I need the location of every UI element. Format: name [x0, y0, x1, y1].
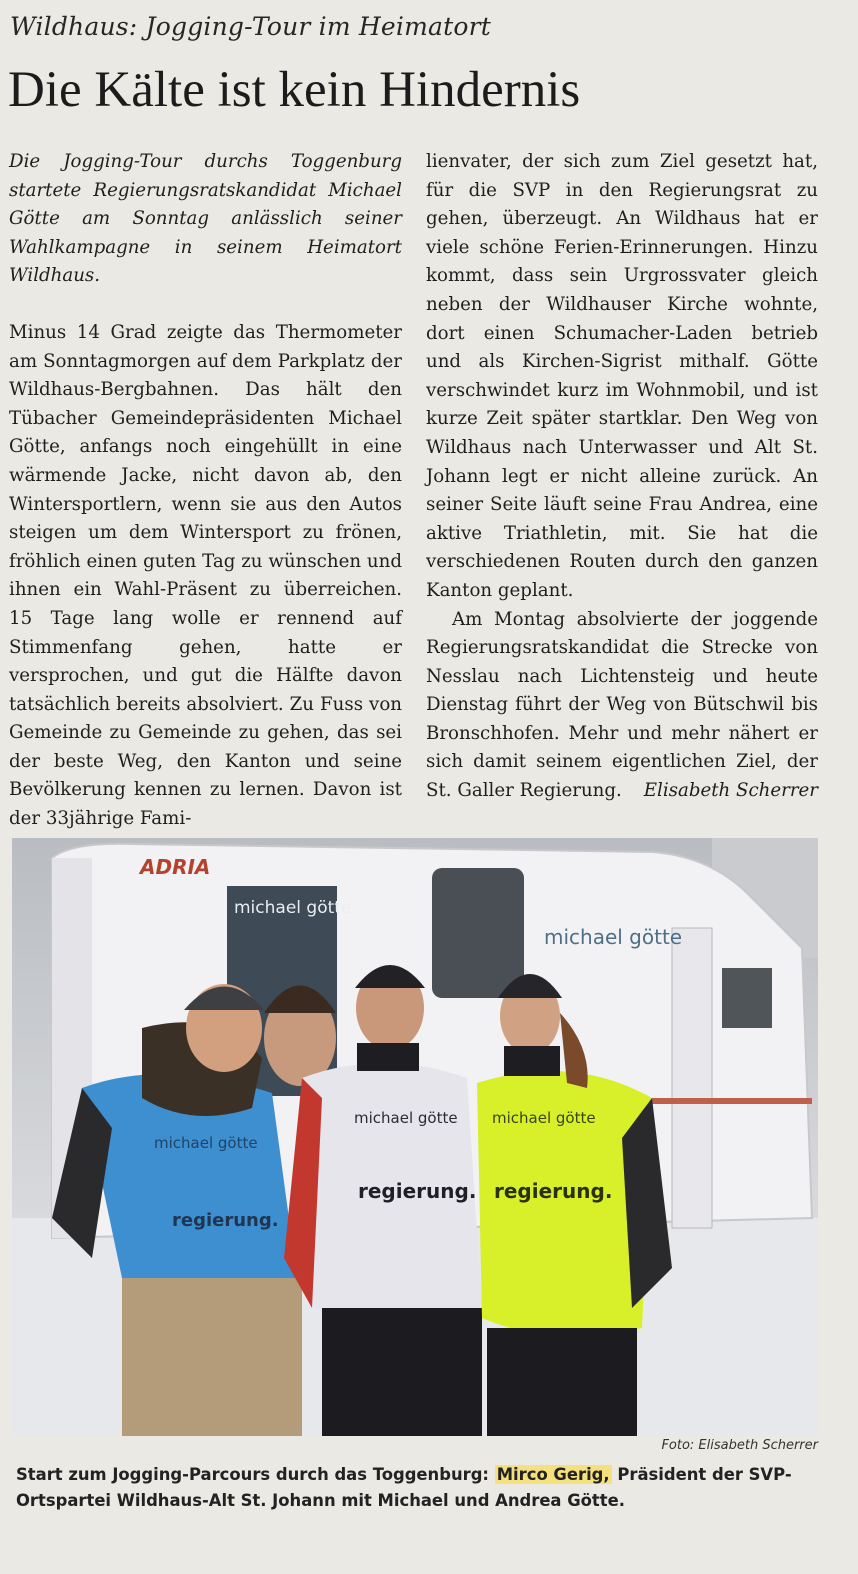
- photo-illustration: [12, 838, 818, 1436]
- shirt-name-blue: michael götte: [154, 1134, 258, 1152]
- shirt-slogan-blue: regierung.: [172, 1210, 279, 1231]
- photo-credit: Foto: Elisabeth Scherrer: [661, 1438, 818, 1453]
- article-body-right-2: Am Montag absolvierte der joggende Regierungsratskandidat die Strecke von Nesslau nach Lichtensteig und heute Dienstag führt der Weg von Bütschwil bis Bronschhofen. Mehr und mehr nähert er sich damit seinem eigentlichen Ziel, der St. Galler Regierung.: [426, 608, 818, 802]
- article-headline: Die Kälte ist kein Hindernis: [8, 62, 581, 118]
- article-body-left: Minus 14 Grad zeigte das Thermometer am Sonntagmorgen auf dem Parkplatz der Wildhaus-Bergbahnen. Das hält den Tübacher Gemeindepräsidenten Michael Götte, anfangs noch eingehüllt in eine wärmende Jacke, nicht davon ab, den Wintersportlern, wenn sie aus den Autos steigen um dem Wintersport zu frönen, fröhlich einen guten Tag zu wünschen und ihnen ein Wahl-Präsent zu überreichen. 15 Tage lang wolle er rennend auf Stimmenfang gehen, hatte er versprochen, und gut die Hälfte davon tatsächlich bereits absolviert. Zu Fuss von Gemeinde zu Gemeinde zu gehen, das sei der beste Weg, den Kanton und seine Bevölkerung kennen zu lernen. Davon ist der 33jährige Fami-: [9, 321, 402, 830]
- camper-text: michael götte: [544, 925, 683, 949]
- shirt-slogan-yellow: regierung.: [494, 1179, 613, 1203]
- article-body-right-1: lienvater, der sich zum Ziel gesetzt hat, für die SVP in den Regierungsrat zu gehen, überzeugt. An Wildhaus hat er viele schöne Ferien-Erinnerungen. Hinzu kommt, dass sein Urgrossvater gleich neben der Wildhauser Kirche wohnte, dort einen Schumacher-Laden betrieb und als Kirchen-Sigrist mithalf. Götte verschwindet kurz im Wohnmobil, und ist kurze Zeit später startklar. Den Weg von Wildhaus nach Unterwasser und Alt St. Johann legt er nicht alleine zurück. An seiner Seite läuft seine Frau Andrea, eine aktive Triathletin, mit. Sie hat die verschiedenen Routen durch den ganzen Kanton geplant.: [426, 151, 818, 601]
- shirt-slogan-white: regierung.: [358, 1179, 477, 1203]
- article-kicker: Wildhaus: Jogging-Tour im Heimatort: [10, 12, 492, 41]
- shirt-name-yellow: michael götte: [492, 1109, 596, 1127]
- article-column-left: [9, 148, 402, 834]
- camper-window: [432, 868, 524, 998]
- caption-highlighted-name: Mirco Gerig,: [496, 1465, 610, 1484]
- article-author: Elisabeth Scherrer: [643, 780, 818, 802]
- shirt-name-white: michael götte: [354, 1109, 458, 1127]
- caption-text-start: Start zum Jogging-Parcours durch das Toggenburg:: [16, 1465, 489, 1484]
- poster-text: michael götte: [234, 898, 352, 918]
- article-column-right: [426, 148, 818, 806]
- camper-brand: ADRIA: [140, 855, 211, 879]
- photo-caption: [16, 1462, 836, 1514]
- article-photo: [12, 838, 818, 1436]
- camper-door: [672, 928, 712, 1228]
- article-lead: Die Jogging-Tour durchs Toggenburg startete Regierungsratskandidat Michael Götte am Sonntag anlässlich seiner Wahlkampagne in seinem Heimatort Wildhaus.: [9, 151, 402, 287]
- caption-text-end: Präsident der SVP-Ortspartei Wildhaus-Alt St. Johann mit Michael und Andrea Götte.: [16, 1465, 792, 1510]
